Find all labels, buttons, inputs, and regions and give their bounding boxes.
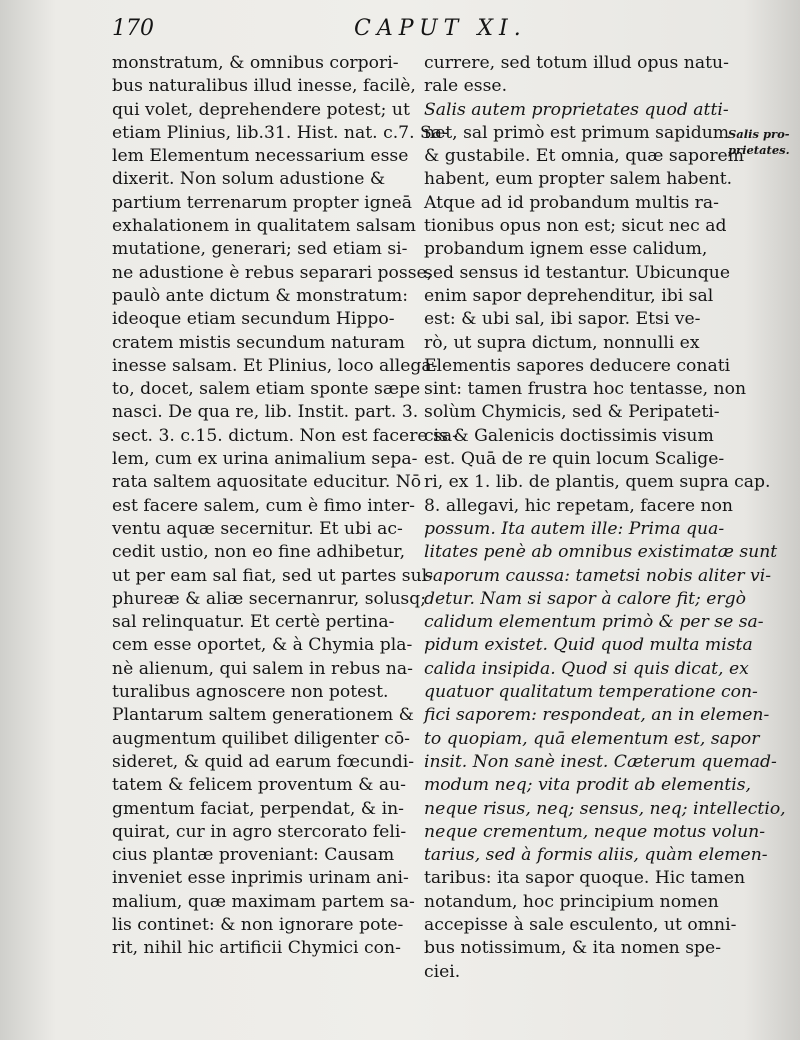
text-line: neque risus, neq; sensus, neq; intellectio,	[424, 798, 786, 819]
text-line: currere, sed totum illud opus natu-	[424, 53, 729, 73]
text-line: calida insipida. Quod si quis dicat, ex	[424, 658, 749, 679]
text-line: habent, eum propter salem habent.	[424, 169, 733, 190]
text-line: enim sapor deprehenditur, ibi sal	[424, 285, 714, 306]
text-line: nè alienum, qui salem in rebus na-	[112, 658, 413, 679]
text-line: quirat, cur in agro stercorato feli-	[112, 821, 407, 842]
text-line: sed sensus id testantur. Ubicunque	[424, 262, 730, 283]
text-line: sideret, & quid ad earum fœcundi-	[112, 751, 415, 772]
text-line: lis continet: & non ignorare pote-	[112, 914, 404, 935]
text-line: Elementis sapores deducere conati	[424, 355, 731, 376]
text-line: monstratum, & omnibus corpori-	[112, 53, 399, 73]
text-line: nasci. De qua re, lib. Instit. part. 3.	[112, 402, 419, 423]
margin-note-line: Salis pro-	[728, 127, 790, 141]
page-number: 170	[112, 16, 154, 41]
text-line: pidum existet. Quid quod multa mista	[424, 635, 753, 656]
text-line: qui volet, deprehendere potest; ut	[112, 99, 410, 120]
text-line: exhalationem in qualitatem salsam	[112, 216, 416, 237]
text-line: litates penè ab omnibus existimatæ sunt	[424, 542, 778, 563]
text-line: est. Quā de re quin locum Scalige-	[424, 449, 725, 470]
text-line: rata saltem aquositate educitur. Nō	[112, 472, 422, 493]
text-line: ciei.	[424, 961, 461, 982]
text-line: ut per eam sal fiat, sed ut partes sul-	[112, 565, 433, 586]
text-line: sal relinquatur. Et certè pertina-	[112, 612, 395, 633]
text-line: mutatione, generari; sed etiam si-	[112, 239, 408, 260]
text-line: to, docet, salem etiam sponte sæpe	[112, 379, 421, 400]
text-line: solùm Chymicis, sed & Peripateti-	[424, 402, 720, 423]
text-line: partium terrenarum propter igneā	[112, 192, 413, 213]
text-line: 8. allegavi, hic repetam, facere non	[424, 495, 733, 516]
text-line: rit, nihil hic artificii Chymici con-	[112, 938, 401, 959]
margin-note-line: prietates.	[728, 143, 790, 157]
text-line: cedit ustio, non eo fine adhibetur,	[112, 542, 406, 563]
text-line: modum neq; vita prodit ab elementis,	[424, 775, 752, 796]
text-line: fici saporem: respondeat, an in elemen-	[424, 705, 770, 726]
text-line: turalibus agnoscere non potest.	[112, 682, 389, 703]
text-line: cratem mistis secundum naturam	[112, 332, 405, 353]
text-line: lem Elementum necessarium esse	[112, 146, 409, 167]
text-line: tatem & felicem proventum & au-	[112, 775, 406, 796]
text-line: cem esse oportet, & à Chymia pla-	[112, 635, 413, 656]
text-line: to quopiam, quā elementum est, sapor	[424, 728, 760, 749]
text-line: accepisse à sale esculento, ut omni-	[424, 914, 737, 935]
text-line: ri, ex 1. lib. de plantis, quem supra cap.	[424, 472, 771, 493]
left-text-column	[112, 52, 458, 961]
text-line: bus notissimum, & ita nomen spe-	[424, 938, 722, 959]
text-line: notandum, hoc principium nomen	[424, 891, 719, 912]
text-line: sint: tamen frustra hoc tentasse, non	[424, 379, 747, 400]
text-line: insit. Non sanè inest. Cæterum quemad-	[424, 751, 777, 772]
text-line: dixerit. Non solum adustione &	[112, 169, 386, 190]
text-line: rale esse.	[424, 76, 508, 97]
text-line: ventu aquæ secernitur. Et ubi ac-	[112, 518, 403, 539]
text-line: calidum elementum primò & per se sa-	[424, 612, 764, 633]
text-line: tionibus opus non est; sicut nec ad	[424, 216, 727, 237]
text-line: detur. Nam si sapor à calore fit; ergò	[424, 588, 746, 609]
text-line: ideoque etiam secundum Hippo-	[112, 309, 395, 330]
margin-note	[728, 126, 798, 158]
text-line: neque crementum, neque motus volun-	[424, 821, 766, 842]
text-line: Plantarum saltem generationem &	[112, 705, 414, 726]
text-line: sect. 3. c.15. dictum. Non est facere sa-	[112, 425, 458, 446]
text-line: rò, ut supra dictum, nonnulli ex	[424, 332, 700, 353]
text-line: etiam Plinius, lib.31. Hist. nat. c.7. Sa-	[112, 122, 448, 143]
text-line: bus naturalibus illud inesse, facilè,	[112, 76, 416, 97]
text-line: quatuor qualitatum temperatione con-	[424, 682, 758, 703]
text-line: inveniet esse inprimis urinam ani-	[112, 868, 409, 889]
text-line: tarius, sed à formis aliis, quàm elemen-	[424, 845, 768, 866]
text-line: gmentum faciat, perpendat, & in-	[112, 798, 404, 819]
text-line: possum. Ita autem ille: Prima qua-	[424, 518, 725, 539]
text-line: Atque ad id probandum multis ra-	[424, 192, 719, 213]
text-line: augmentum quilibet diligenter cō-	[112, 728, 410, 749]
text-line: est: & ubi sal, ibi sapor. Etsi ve-	[424, 309, 701, 330]
text-line: Salis autem proprietates quod atti-	[424, 99, 729, 120]
text-line: probandum ignem esse calidum,	[424, 239, 708, 260]
text-line: phureæ & aliæ secernanrur, solusq;	[112, 588, 427, 609]
running-head: CAPUT XI.	[354, 16, 527, 41]
text-line: lem, cum ex urina animalium sepa-	[112, 449, 418, 470]
text-line: inesse salsam. Et Plinius, loco allega-	[112, 355, 438, 376]
text-line: saporum caussa: tametsi nobis aliter vi-	[424, 565, 772, 586]
text-line: malium, quæ maximam partem sa-	[112, 891, 415, 912]
text-line: paulò ante dictum & monstratum:	[112, 285, 409, 306]
text-line: cius plantæ proveniant: Causam	[112, 845, 395, 866]
text-line: ne adustione è rebus separari posse,	[112, 262, 433, 283]
text-line: cis & Galenicis doctissimis visum	[424, 425, 714, 446]
text-line: taribus: ita sapor quoque. Hic tamen	[424, 868, 746, 889]
page-header	[112, 16, 732, 46]
text-line: net, sal primò est primum sapidum	[424, 122, 730, 143]
text-line: est facere salem, cum è fimo inter-	[112, 495, 415, 516]
text-line: & gustabile. Et omnia, quæ saporem	[424, 146, 744, 167]
